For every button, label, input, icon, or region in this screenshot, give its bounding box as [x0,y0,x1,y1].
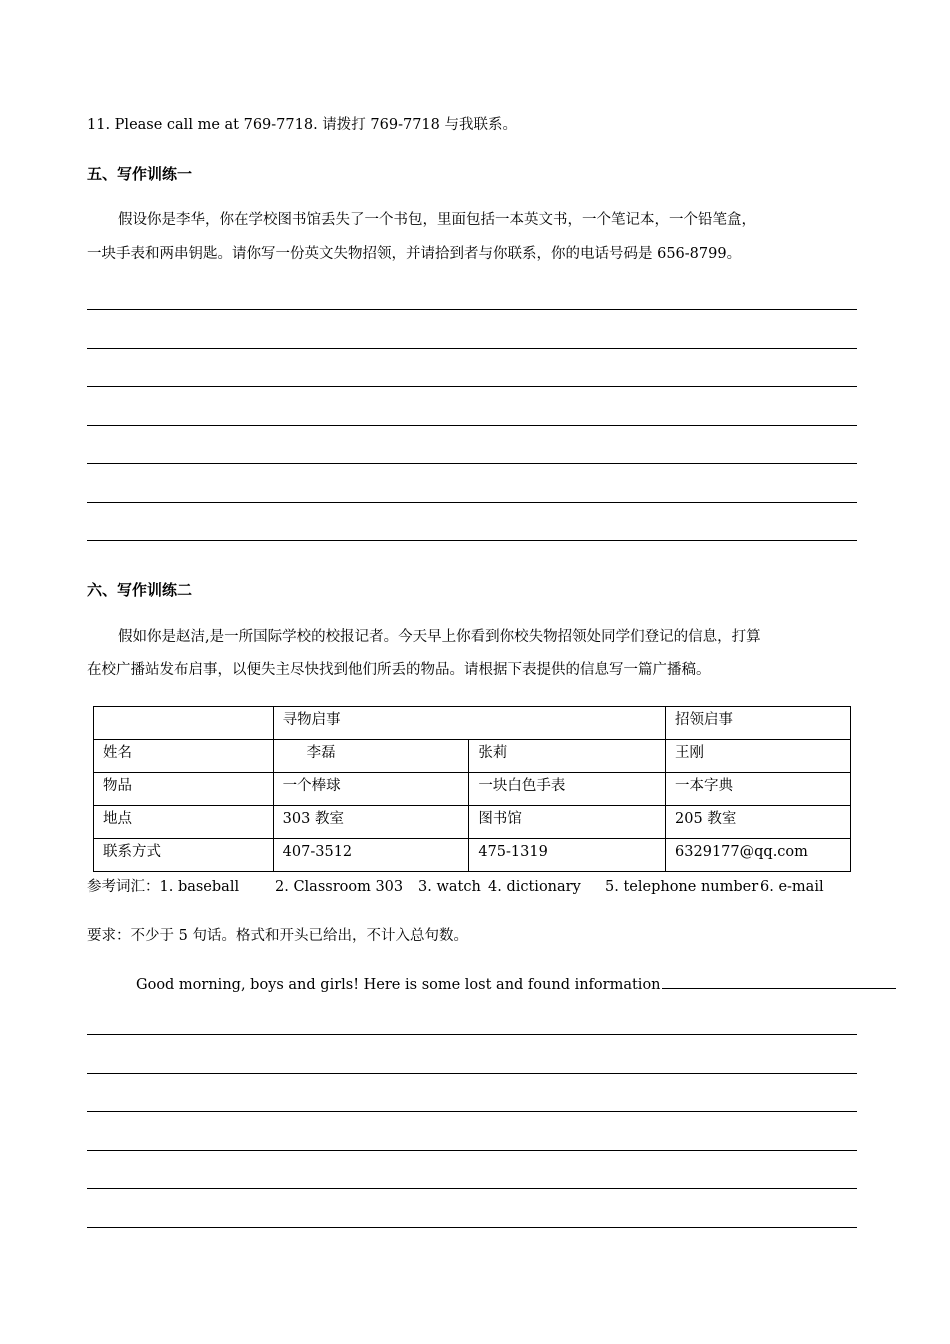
opening-line [136,972,896,995]
table-cell: 一本字典 [666,773,851,806]
table-cell: 一个棒球 [273,773,469,806]
table-cell: 475-1319 [469,839,666,872]
table-row [94,806,851,839]
writing-line[interactable] [87,463,857,464]
writing-line[interactable] [87,540,857,541]
table-cell: 303 教室 [273,806,469,839]
writing-line[interactable] [87,1111,857,1112]
writing-line[interactable] [87,1150,857,1151]
section-6-para-line1: 假如你是赵洁,是一所国际学校的校报记者。今天早上你看到你校失物招领处同学们登记的信息，打算 [118,629,761,645]
writing-line[interactable] [87,386,857,387]
writing-line[interactable] [87,1034,857,1035]
section-5-para-line2: 一块手表和两串钥匙。请你写一份英文失物招领，并请拾到者与你联系，你的电话号码是 656-8799。 [87,246,742,262]
item-11: 11. Please call me at 769-7718. 请拨打 769-7718 与我联系。 [87,117,517,133]
table-cell: 一块白色手表 [469,773,666,806]
section-5-para-line1: 假设你是李华，你在学校图书馆丢失了一个书包，里面包括一本英文书，一个笔记本，一个铅笔盒， [118,212,756,228]
table-cell: 李磊 [273,740,469,773]
writing-line[interactable] [87,425,857,426]
writing-line[interactable] [87,502,857,503]
section-6-para-line2: 在校广播站发布启事，以便失主尽快找到他们所丢的物品。请根据下表提供的信息写一篇广播稿。 [87,662,711,678]
opening-blank[interactable] [662,972,896,989]
section-5-title: 五、写作训练一 [87,165,193,183]
table-cell: 姓名 [94,740,274,773]
section-6-title: 六、写作训练二 [87,581,193,599]
table-cell [94,707,274,740]
vocab-label: 参考词汇：1. baseball [87,879,240,895]
vocab-item: 6. e-mail [760,879,824,895]
vocab-item: 3. watch [418,879,481,895]
vocab-line [87,877,857,897]
table-row [94,773,851,806]
vocab-item: 2. Classroom 303 [275,879,404,895]
table-cell: 张莉 [469,740,666,773]
table-cell: 图书馆 [469,806,666,839]
writing-line[interactable] [87,1073,857,1074]
table-cell: 407-3512 [273,839,469,872]
opening-text: Good morning, boys and girls! Here is some lost and found information [136,977,661,993]
vocab-item: 4. dictionary [488,879,581,895]
table-cell: 地点 [94,806,274,839]
table-cell: 205 教室 [666,806,851,839]
table-cell: 物品 [94,773,274,806]
table-header-found: 招领启事 [666,707,851,740]
writing-line[interactable] [87,1188,857,1189]
table-header-lost: 寻物启事 [273,707,665,740]
writing-line[interactable] [87,309,857,310]
table-row [94,740,851,773]
table-cell: 6329177@qq.com [666,839,851,872]
table-header-row [94,707,851,740]
lost-found-table [93,706,851,872]
table-cell: 联系方式 [94,839,274,872]
writing-line[interactable] [87,348,857,349]
vocab-item: 5. telephone number [605,879,759,895]
table-cell: 王刚 [666,740,851,773]
writing-line[interactable] [87,1227,857,1228]
table-row [94,839,851,872]
requirement-text: 要求：不少于 5 句话。格式和开头已给出，不计入总句数。 [87,928,468,944]
